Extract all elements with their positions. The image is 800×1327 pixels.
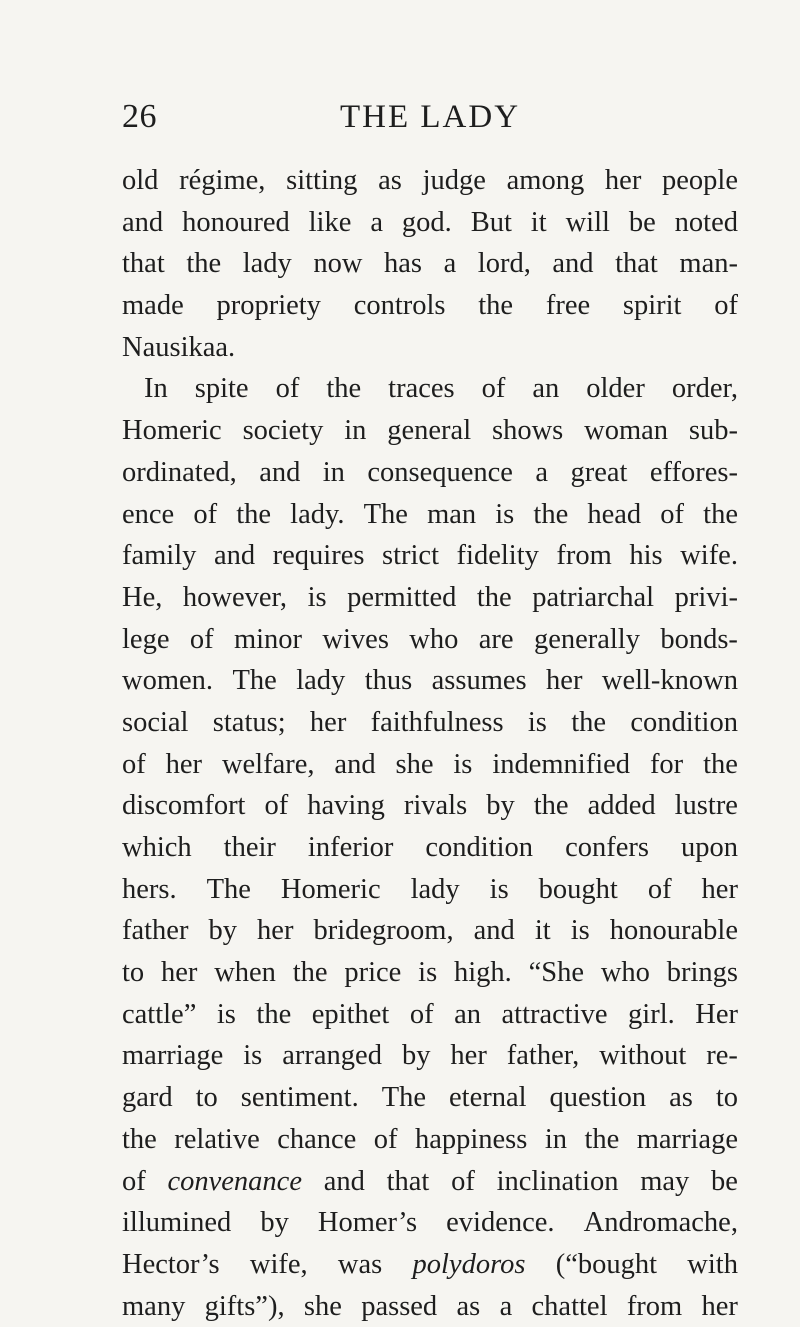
text-line: Homeric society in general shows woman sub-: [122, 415, 738, 447]
text-line: of her welfare, and she is indemnified for the: [122, 748, 738, 780]
text-line: In spite of the traces of an older order,: [144, 373, 738, 405]
text-line: many gifts”), she passed as a chattel from her: [122, 1290, 738, 1322]
text-line: cattle” is the epithet of an attractive girl. Her: [122, 998, 738, 1030]
text-line: gard to sentiment. The eternal question as to: [122, 1082, 738, 1114]
text-line: social status; her faithfulness is the condition: [122, 706, 738, 738]
text-line: of convenance and that of inclination may be: [122, 1165, 738, 1197]
text-line: He, however, is permitted the patriarchal privi-: [122, 581, 738, 613]
text-line: that the lady now has a lord, and that man-: [122, 248, 738, 280]
text-line: and honoured like a god. But it will be noted: [122, 206, 738, 238]
text-line: the relative chance of happiness in the marriage: [122, 1123, 738, 1155]
text-line: marriage is arranged by her father, without re-: [122, 1040, 738, 1072]
text-line: to her when the price is high. “She who brings: [122, 957, 738, 989]
text-line: illumined by Homer’s evidence. Andromache,: [122, 1207, 738, 1239]
text-line: made propriety controls the free spirit of: [122, 290, 738, 322]
text-line: father by her bridegroom, and it is honourable: [122, 915, 738, 947]
text-line: old régime, sitting as judge among her people: [122, 165, 738, 196]
text-line: which their inferior condition confers upon: [122, 832, 738, 863]
body-text: [122, 160, 738, 1327]
text-line: family and requires strict fidelity from his wife.: [122, 540, 738, 572]
running-head: [0, 94, 800, 140]
text-line: Hector’s wife, was polydoros (“bought with: [122, 1248, 738, 1280]
text-line: ence of the lady. The man is the head of the: [122, 498, 738, 530]
text-line: ordinated, and in consequence a great effores-: [122, 456, 738, 488]
text-line: hers. The Homeric lady is bought of her: [122, 873, 738, 905]
running-title: THE LADY: [340, 99, 521, 135]
text-line: Nausikaa.: [122, 331, 236, 363]
text-line: lege of minor wives who are generally bonds-: [122, 623, 738, 655]
text-line: women. The lady thus assumes her well-known: [122, 665, 738, 697]
page-number: 26: [122, 98, 157, 135]
text-line: discomfort of having rivals by the added lustre: [122, 790, 738, 822]
